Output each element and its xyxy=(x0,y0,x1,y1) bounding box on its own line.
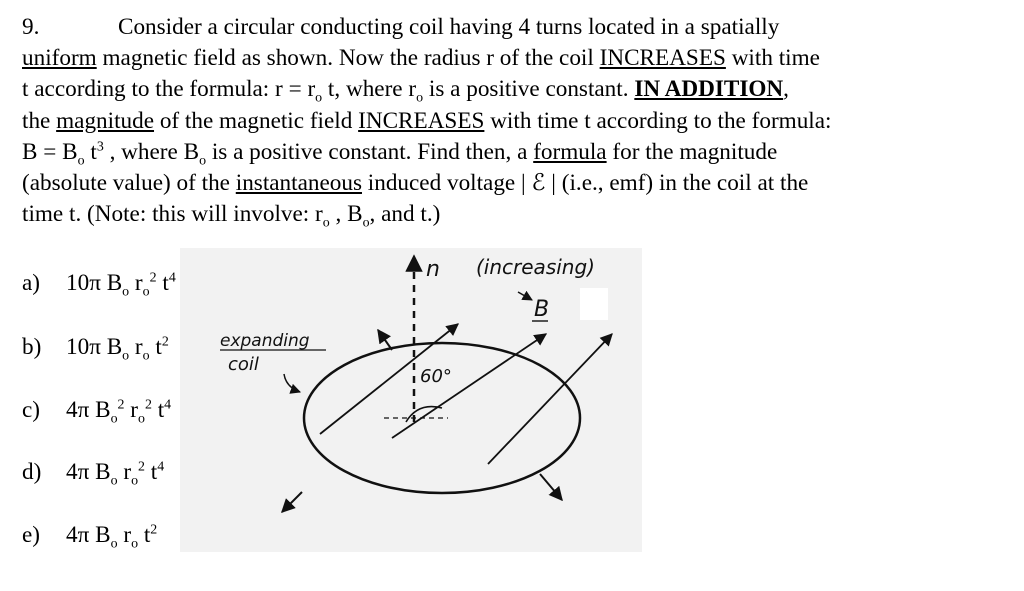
increasing-label: (increasing) xyxy=(476,255,595,279)
choice-b[interactable]: b) 10π $B_o$ $r_o$ $t^2$ xyxy=(22,334,169,364)
choice-e[interactable]: e) 4π $B_o$ $r_o$ $t^2$ xyxy=(22,522,158,552)
problem-line-3: t according to the formula: $r = r_o$ t, where $r_o$ is a positive constant. IN ADDITION, xyxy=(22,76,789,107)
normal-label: n xyxy=(426,257,440,282)
question-number: 9. xyxy=(22,14,40,40)
figure-background xyxy=(180,248,642,552)
figure-white-patch xyxy=(580,288,608,320)
angle-label: 60° xyxy=(420,366,452,387)
problem-line-5: $B = B_o$ $t^3$ , where $B_o$ is a positive constant. Find then, a formula for the magnitude xyxy=(22,138,778,169)
coil-diagram xyxy=(170,242,650,557)
coil-label: coil xyxy=(228,354,259,375)
problem-line-1: 9. Consider a circular conducting coil having 4 turns located in a spatially xyxy=(22,12,1002,43)
choice-a[interactable]: a) 10π $B_o$ $r_o^2$ $t^4$ xyxy=(22,270,176,300)
choice-c[interactable]: c) 4π $B_o^2$ $r_o^2$ $t^4$ xyxy=(22,397,172,427)
problem-line-4: the magnitude of the magnetic field INCREASES with time t according to the formula: xyxy=(22,107,832,134)
expanding-label: expanding xyxy=(220,331,310,351)
b-field-label: B xyxy=(534,297,550,322)
problem-line-6: (absolute value) of the instantaneous induced voltage | ℰ | (i.e., emf) in the coil at the xyxy=(22,170,809,197)
coil-figure xyxy=(170,242,650,557)
problem-line-7: time t. (Note: this will involve: $r_o$ , $B_o$, and t.) xyxy=(22,201,441,231)
problem-line-2: uniform magnetic field as shown. Now the radius r of the coil INCREASES with time xyxy=(22,45,820,72)
choice-d[interactable]: d) 4π $B_o$ $r_o^2$ $t^4$ xyxy=(22,459,165,489)
problem-statement xyxy=(22,12,1002,230)
